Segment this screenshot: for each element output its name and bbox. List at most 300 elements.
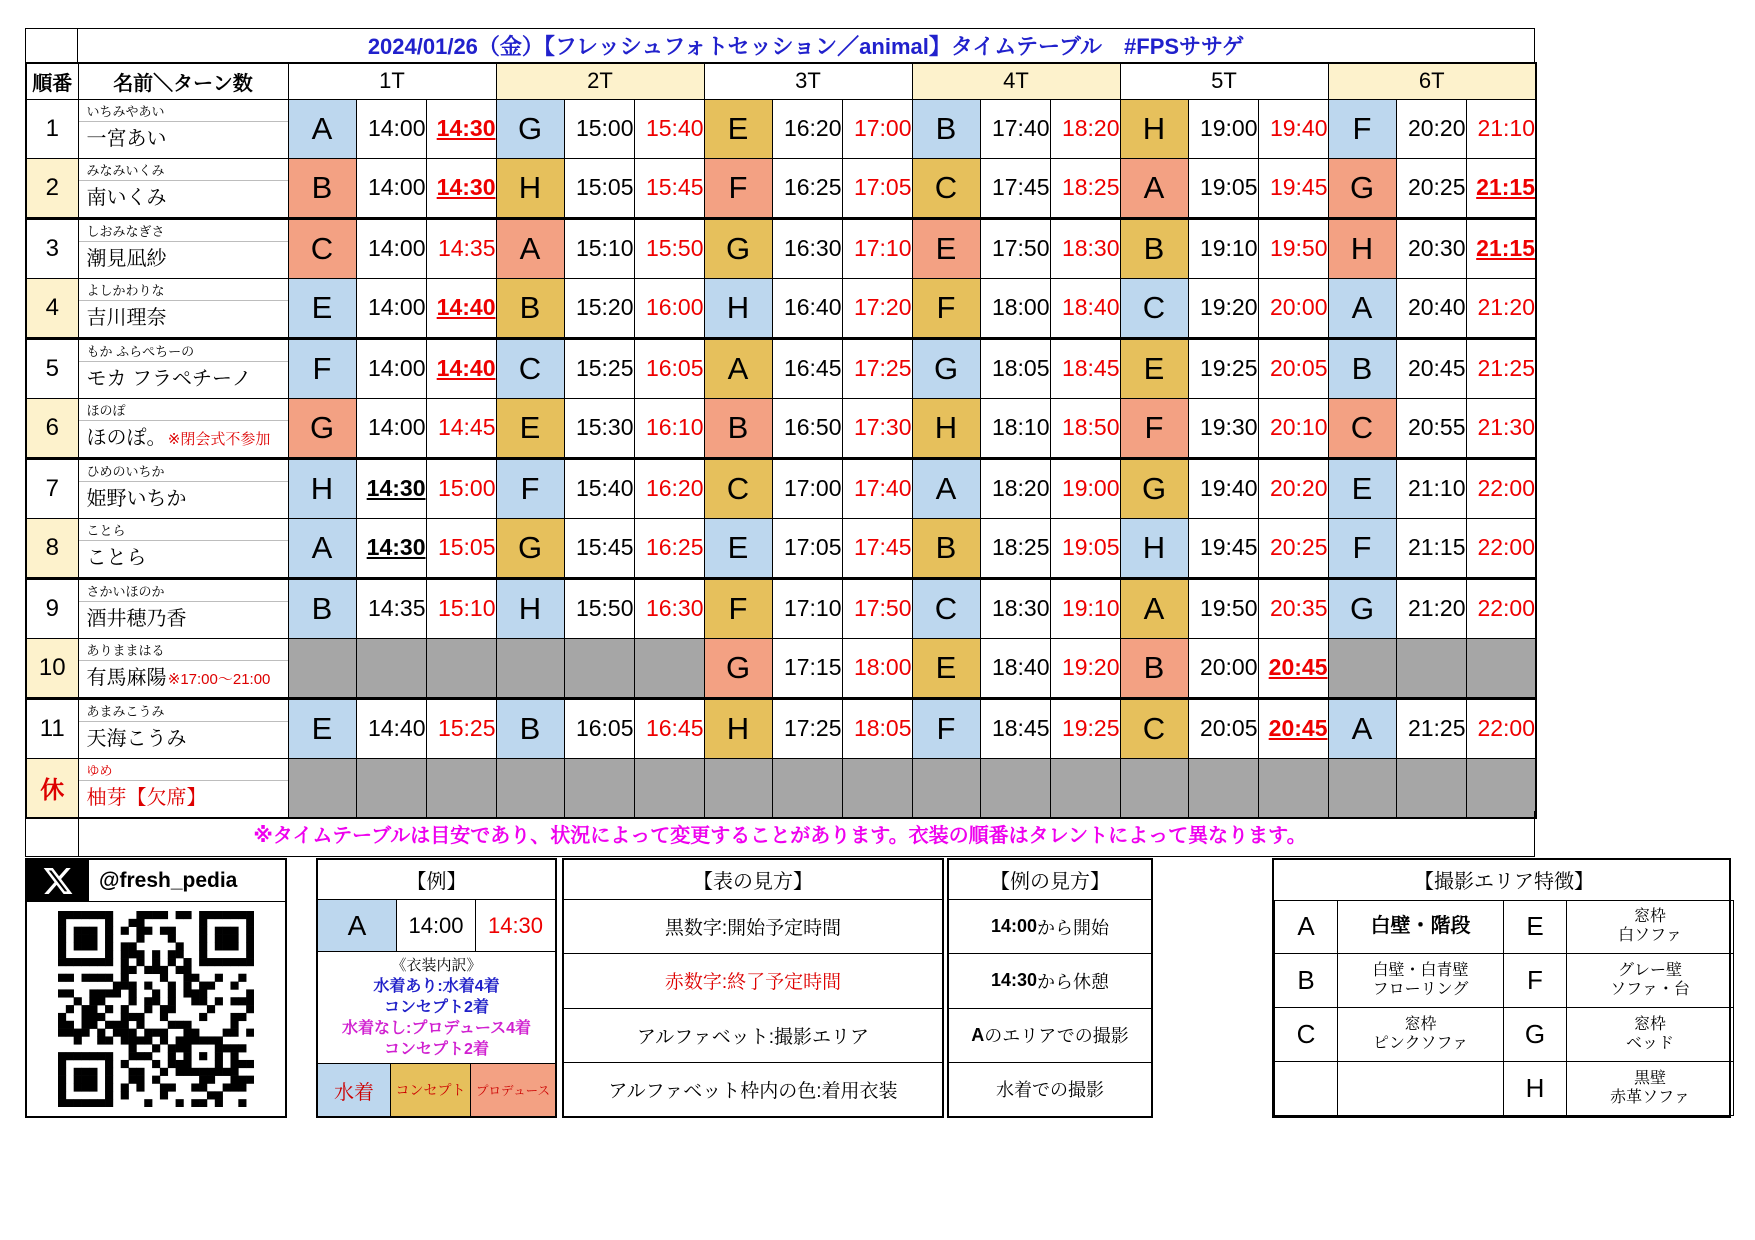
end-time-cell [842,698,912,758]
area-cell: H [1120,518,1188,578]
end-time-cell [634,99,704,158]
end-time-cell [842,638,912,698]
start-time: 15:00 [575,115,634,141]
area-cell: G [1120,458,1188,518]
start-time-cell [1188,218,1258,278]
end-time-cell [426,398,496,458]
start-time: 18:40 [991,654,1050,680]
start-time-cell [356,698,426,758]
start-time-cell [564,278,634,338]
table-row [26,518,1536,578]
title-spacer-cell [26,29,78,62]
end-time: 17:50 [853,595,912,621]
end-time-cell [634,398,704,458]
end-time: 21:20 [1477,294,1535,320]
start-time-cell [772,218,842,278]
area-key: C [1275,1008,1338,1062]
start-time-cell [1396,218,1466,278]
start-time: 14:00 [367,115,426,141]
end-time-cell [634,338,704,398]
end-time-cell [426,158,496,218]
area-description: 窓枠 白ソファ [1567,900,1734,954]
area-cell: G [288,398,356,458]
end-time-cell [426,99,496,158]
end-time: 19:00 [1061,475,1120,501]
start-time-cell [772,698,842,758]
area-description: 黒壁 赤革ソファ [1567,1062,1734,1116]
area-cell: A [1328,278,1396,338]
unavailable-cell [1466,638,1536,698]
area-cell: H [704,278,772,338]
page-title: 2024/01/26（金）【フレッシュフォトセッション／animal】タイムテーブル #FPSササゲ [367,34,1245,59]
end-time: 19:25 [1061,715,1120,741]
start-time: 17:00 [783,475,842,501]
unavailable-cell [356,758,426,818]
start-time: 15:05 [575,174,634,200]
end-time: 20:35 [1269,595,1328,621]
end-time-cell [1258,338,1328,398]
name-furigana: しおみなぎさ [79,220,288,242]
area-cell: A [912,458,980,518]
area-key: F [1504,954,1567,1008]
area-cell: A [288,518,356,578]
name-furigana: ありままはる [79,639,288,661]
start-time: 20:00 [1199,654,1258,680]
start-time: 17:05 [783,534,842,560]
start-time-cell [1188,398,1258,458]
area-key: H [1504,1062,1567,1116]
talent-name: 姫野いちか [86,487,187,510]
start-time-cell [564,698,634,758]
end-time-cell [1050,218,1120,278]
end-time: 22:00 [1477,715,1535,741]
end-time: 14:40 [436,355,496,381]
end-time: 16:30 [645,595,704,621]
start-time-cell [772,458,842,518]
unavailable-cell [634,638,704,698]
area-description: 白壁・階段 [1338,900,1504,954]
start-time-cell [1396,698,1466,758]
table-row [26,638,1536,698]
order-cell: 11 [26,698,78,758]
start-time: 20:20 [1407,115,1466,141]
end-time: 14:30 [436,174,496,200]
end-time-cell [634,458,704,518]
start-time-cell [772,638,842,698]
end-time-cell [1050,99,1120,158]
name-cell [78,638,288,698]
costume-title: 《衣装内訳》 [391,957,482,974]
area-cell: C [912,158,980,218]
unavailable-cell [288,758,356,818]
table-row [26,458,1536,518]
area-cell: G [496,99,564,158]
talent-name: ことら [86,546,147,569]
area-cell: F [1328,99,1396,158]
start-time-cell [1188,338,1258,398]
area-cell: G [704,218,772,278]
costume-line: コンセプト2着 [384,1041,489,1058]
end-time: 15:45 [645,174,704,200]
name-line [79,602,288,638]
end-time: 17:25 [853,355,912,381]
end-time: 16:00 [645,294,704,320]
end-time: 17:00 [853,115,912,141]
end-time: 16:25 [645,534,704,560]
end-time-cell [634,698,704,758]
legend-produce: プロデュース [471,1064,555,1116]
example-block [316,858,557,1118]
area-cell: B [1120,638,1188,698]
costume-color-legend [318,1064,555,1116]
table-row [26,698,1536,758]
end-time: 20:45 [1268,715,1328,741]
area-description [1338,1062,1504,1116]
start-time-cell [1188,518,1258,578]
area-cell: F [496,458,564,518]
end-time-cell [426,458,496,518]
name-furigana: あまみこうみ [79,700,288,722]
example-guide-row [949,1009,1151,1063]
area-cell: C [1328,398,1396,458]
area-cell: H [912,398,980,458]
area-cell: F [912,698,980,758]
end-time: 16:20 [645,475,704,501]
end-time-cell [1466,99,1536,158]
name-cell [78,578,288,638]
example-guide-row [949,1063,1151,1116]
talent-name: 酒井穂乃香 [86,607,187,630]
start-time: 20:45 [1407,355,1466,381]
start-time-cell [356,578,426,638]
end-time-cell [1258,638,1328,698]
unavailable-cell [704,758,772,818]
start-time-cell [564,218,634,278]
area-cell: H [496,158,564,218]
unavailable-cell [1396,758,1466,818]
start-time-cell [356,158,426,218]
name-cell [78,158,288,218]
end-time: 19:10 [1061,595,1120,621]
start-time: 18:25 [991,534,1050,560]
start-time-cell [1188,638,1258,698]
start-time-cell [980,158,1050,218]
area-cell: G [496,518,564,578]
area-cell: E [704,99,772,158]
start-time: 16:30 [783,235,842,261]
end-time: 16:10 [645,414,704,440]
end-time: 19:50 [1269,235,1328,261]
notice-spacer-divider [78,811,79,856]
start-time-cell [980,518,1050,578]
header-row [26,63,1536,99]
start-time-cell [980,218,1050,278]
area-cell: C [288,218,356,278]
start-time-cell [1396,278,1466,338]
area-key: A [1275,900,1338,954]
name-line [79,181,288,217]
end-time: 18:40 [1061,294,1120,320]
end-time-cell [1050,158,1120,218]
start-time: 14:00 [367,174,426,200]
area-cell: B [912,99,980,158]
unavailable-cell [1050,758,1120,818]
start-time-cell [772,158,842,218]
start-time-cell [356,398,426,458]
end-time: 20:25 [1269,534,1328,560]
order-cell: 4 [26,278,78,338]
end-time-cell [1258,278,1328,338]
area-cell: A [496,218,564,278]
area-cell: H [288,458,356,518]
unavailable-cell [564,758,634,818]
order-cell: 5 [26,338,78,398]
area-cell: E [912,218,980,278]
area-cell: B [288,158,356,218]
start-time-cell [564,578,634,638]
legend-swim: 水着 [318,1064,391,1116]
start-time: 17:45 [991,174,1050,200]
order-cell: 1 [26,99,78,158]
costume-line: 水着あり:水着4着 [373,978,500,995]
unavailable-cell [1328,758,1396,818]
legend-concept: コンセプト [391,1064,471,1116]
start-time-cell [772,278,842,338]
end-time-cell [1258,698,1328,758]
unavailable-cell [426,758,496,818]
end-time: 19:45 [1269,174,1328,200]
area-cell: G [704,638,772,698]
end-time-cell [426,278,496,338]
start-time-cell [980,99,1050,158]
start-time: 20:55 [1407,414,1466,440]
x-logo-icon [27,860,89,901]
start-time: 20:40 [1407,294,1466,320]
unavailable-cell [634,758,704,818]
name-furigana: ことら [79,519,288,541]
start-time: 15:10 [575,235,634,261]
end-time-cell [1050,458,1120,518]
end-time-cell [1258,99,1328,158]
area-cell: E [496,398,564,458]
end-time-cell [1466,698,1536,758]
start-time-cell [356,518,426,578]
end-time: 18:00 [853,654,912,680]
name-line [79,362,288,398]
start-time: 19:20 [1199,294,1258,320]
end-time: 18:05 [853,715,912,741]
order-header: 順番 [26,63,78,99]
end-time: 21:25 [1477,355,1535,381]
start-time-cell [772,518,842,578]
area-cell: B [496,698,564,758]
start-time-cell [356,99,426,158]
guide-row: 赤数字:終了予定時間 [564,954,942,1008]
start-time-cell [980,278,1050,338]
start-time-cell [564,518,634,578]
name-cell [78,398,288,458]
end-time-cell [842,158,912,218]
costume-line: 水着なし:プロデュース4着 [342,1020,531,1037]
guide-header: 【表の見方】 [564,860,942,900]
turn-header-4T: 4T [912,63,1120,99]
area-cell: F [1328,518,1396,578]
area-description: グレー壁 ソファ・台 [1567,954,1734,1008]
name-cell [78,218,288,278]
start-time-cell [564,398,634,458]
name-furigana: いちみやあい [79,100,288,122]
table-row [26,99,1536,158]
turn-header-1T: 1T [288,63,496,99]
start-time: 15:40 [575,475,634,501]
end-time: 21:15 [1476,235,1535,261]
example-guide-row [949,954,1151,1008]
start-time-cell [356,458,426,518]
start-time-cell [980,638,1050,698]
area-cell: H [704,698,772,758]
notice-bar [25,811,1535,857]
area-cell: E [288,698,356,758]
end-time-cell [634,158,704,218]
start-time-cell [1396,458,1466,518]
start-time-cell [1396,158,1466,218]
start-time: 14:35 [367,595,426,621]
example-guide-text: のエリアでの撮影 [984,1026,1129,1047]
start-time: 15:50 [575,595,634,621]
table-row [26,758,1536,818]
unavailable-cell [1258,758,1328,818]
area-feature-row [1275,954,1734,1008]
area-cell: F [912,278,980,338]
end-time-cell [1466,398,1536,458]
start-time-cell [1188,278,1258,338]
end-time: 21:10 [1477,115,1535,141]
start-time: 19:05 [1199,174,1258,200]
end-time: 22:00 [1477,534,1535,560]
start-time: 19:40 [1199,475,1258,501]
end-time: 15:10 [437,595,496,621]
end-time-cell [1050,578,1120,638]
talent-name: モカ フラペチーノ [86,367,252,390]
name-cell [78,458,288,518]
end-time-cell [634,218,704,278]
start-time-cell [356,278,426,338]
end-time-cell [426,518,496,578]
end-time: 18:30 [1061,235,1120,261]
end-time-cell [426,698,496,758]
end-time-cell [1258,518,1328,578]
unavailable-cell [772,758,842,818]
name-furigana: ゆめ [79,759,288,781]
area-cell: G [1328,578,1396,638]
area-description: 窓枠 ピンクソファ [1338,1008,1504,1062]
order-cell: 2 [26,158,78,218]
end-time: 20:05 [1269,355,1328,381]
end-time-cell [1050,398,1120,458]
end-time-cell [1050,518,1120,578]
area-cell: B [496,278,564,338]
end-time: 20:20 [1269,475,1328,501]
end-time: 14:35 [437,235,496,261]
end-time-cell [1258,218,1328,278]
area-cell: A [1120,158,1188,218]
unavailable-cell [356,638,426,698]
end-time: 20:00 [1269,294,1328,320]
end-time: 15:25 [437,715,496,741]
start-time: 15:20 [575,294,634,320]
order-cell: 10 [26,638,78,698]
title-bar [25,28,1535,62]
unavailable-cell [288,638,356,698]
name-cell [78,698,288,758]
end-time-cell [1258,458,1328,518]
area-cell: C [496,338,564,398]
end-time: 19:20 [1061,654,1120,680]
start-time: 17:40 [991,115,1050,141]
end-time: 16:05 [645,355,704,381]
example-guide-text: から休憩 [1037,971,1110,992]
unavailable-cell [426,638,496,698]
area-cell: E [1120,338,1188,398]
area-feature-row [1275,1062,1734,1116]
end-time-cell [1466,338,1536,398]
start-time-cell [1396,338,1466,398]
end-time: 15:00 [437,475,496,501]
end-time: 18:50 [1061,414,1120,440]
start-time-cell [772,99,842,158]
start-time-cell [772,578,842,638]
end-time: 22:00 [1477,475,1535,501]
start-time: 17:25 [783,715,842,741]
qr-area [27,902,285,1116]
end-time-cell [426,578,496,638]
end-time-cell [842,458,912,518]
example-guide-em: A [971,1024,985,1045]
name-furigana: みなみいくみ [79,159,288,181]
end-time-cell [426,218,496,278]
area-cell: A [1328,698,1396,758]
table-row [26,578,1536,638]
area-key: G [1504,1008,1567,1062]
qr-code [58,911,254,1107]
end-time-cell [842,518,912,578]
end-time: 17:10 [853,235,912,261]
end-time-cell [1050,278,1120,338]
shooting-areas-block [1272,858,1731,1118]
table-row [26,218,1536,278]
talent-name: 吉川理奈 [86,306,167,329]
start-time-cell [980,338,1050,398]
name-furigana: さかいほのか [79,580,288,602]
name-note: ※閉会式不参加 [166,430,271,448]
end-time-cell [1258,398,1328,458]
end-time-cell [1050,338,1120,398]
start-time: 21:15 [1407,534,1466,560]
end-time-cell [1258,578,1328,638]
end-time: 14:45 [437,414,496,440]
start-time: 19:30 [1199,414,1258,440]
end-time-cell [1466,458,1536,518]
end-time: 18:45 [1061,355,1120,381]
end-time-cell [634,578,704,638]
start-time-cell [564,338,634,398]
unavailable-cell [912,758,980,818]
start-time-cell [980,698,1050,758]
order-cell: 8 [26,518,78,578]
start-time: 15:25 [575,355,634,381]
end-time: 21:15 [1476,174,1535,200]
start-time-cell [980,398,1050,458]
